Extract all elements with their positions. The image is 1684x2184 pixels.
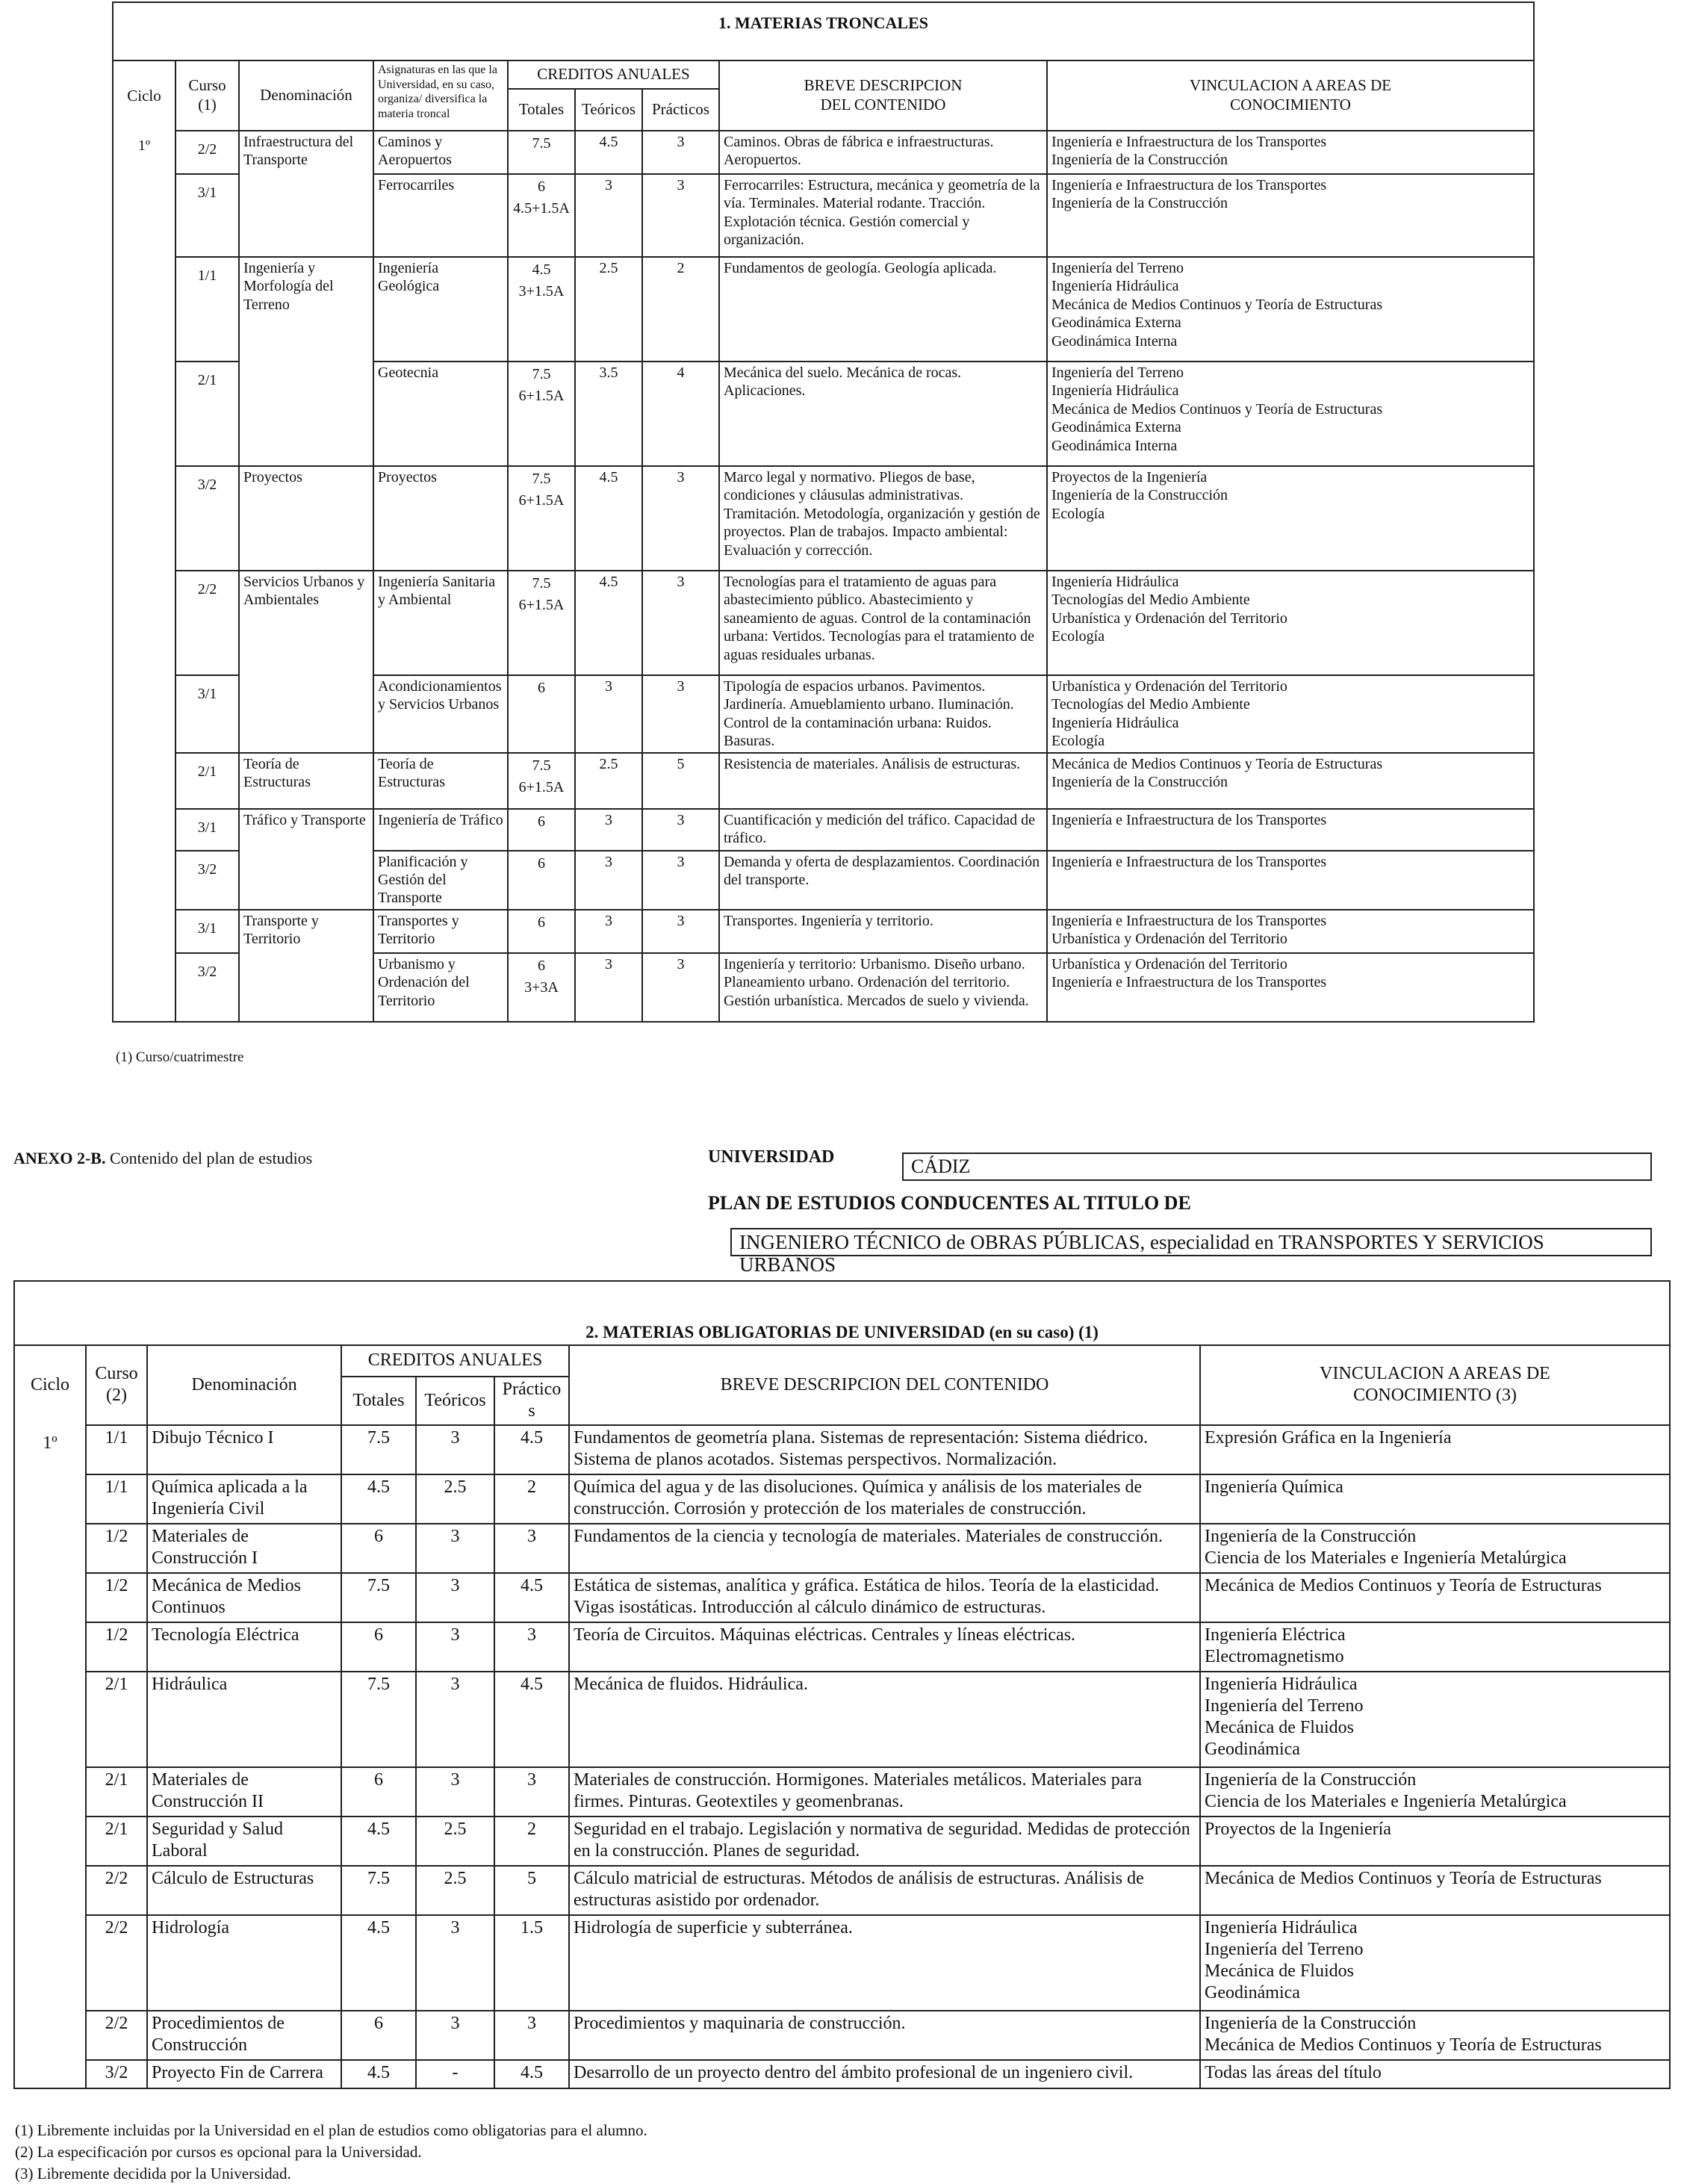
totales-cell: 7.5 6+1.5A: [508, 571, 575, 675]
vinculacion-cell: Ingeniería de la Construcción Ciencia de los Materiales e Ingeniería Metalúrgica: [1200, 1524, 1670, 1573]
teoricos-cell: 2.5: [575, 753, 642, 809]
header2-creditos: CREDITOS ANUALES: [341, 1345, 569, 1377]
asignatura-cell: Teoría de Estructuras: [373, 753, 508, 809]
header2-curso: Curso (2): [86, 1345, 147, 1425]
header-totales: Totales: [508, 89, 575, 131]
teoricos-cell: -: [416, 2060, 494, 2088]
header-asignaturas: Asignaturas en las que la Universidad, en su caso, organiza/ diversifica la materia troncal: [373, 61, 508, 131]
anexo-bold: ANEXO 2-B.: [13, 1149, 106, 1167]
asignatura-cell: Ingeniería Geológica: [373, 257, 508, 362]
teoricos-cell: 3: [416, 1767, 494, 1817]
descripcion-cell: Tipología de espacios urbanos. Pavimentos. Jardinería. Amueblamiento urbano. Iluminación. Control de la contaminación urbana: Ruidos. Basuras.: [719, 675, 1047, 753]
totales-cell: 6: [341, 2011, 416, 2060]
vinculacion-cell: Ingeniería de la Construcción Mecánica de Medios Continuos y Teoría de Estructuras: [1200, 2011, 1670, 2060]
table-row: [14, 1622, 1670, 1672]
anexo-rest: Contenido del plan de estudios: [105, 1149, 313, 1167]
totales-cell: 7.5 6+1.5A: [508, 466, 575, 571]
table-row: [14, 2011, 1670, 2060]
denominacion-cell: Proyecto Fin de Carrera: [147, 2060, 341, 2088]
descripcion-cell: Tecnologías para el tratamiento de aguas para abastecimiento público. Abastecimiento y saneamiento de aguas. Control de la contaminación urbana: Vertidos. Tecnologías para el tratamiento de aguas residuales urbanas.: [719, 571, 1047, 675]
practicos-cell: 3: [642, 571, 719, 675]
curso-cell: 1/2: [86, 1622, 147, 1672]
totales-cell: 4.5: [341, 2060, 416, 2088]
universidad-label: UNIVERSIDAD: [708, 1147, 835, 1167]
obligatorias-table: [13, 1280, 1671, 2089]
vinculacion-cell: Todas las áreas del título: [1200, 2060, 1670, 2088]
descripcion-cell: Procedimientos y maquinaria de construcción.: [569, 2011, 1200, 2060]
totales-cell: 4.5: [341, 1817, 416, 1866]
vinculacion-cell: Ingeniería e Infraestructura de los Transportes Ingeniería de la Construcción: [1047, 131, 1534, 174]
curso-cell: 1/2: [86, 1573, 147, 1622]
troncales-note: (1) Curso/cuatrimestre: [116, 1049, 244, 1065]
vinculacion-cell: Ingeniería de la Construcción Ciencia de los Materiales e Ingeniería Metalúrgica: [1200, 1767, 1670, 1817]
totales-cell: 7.5: [508, 131, 575, 174]
vinculacion-cell: Expresión Gráfica en la Ingeniería: [1200, 1425, 1670, 1474]
table-row: [113, 466, 1534, 571]
totales-cell: 7.5 6+1.5A: [508, 362, 575, 466]
ciclo-cell: 1º: [14, 1425, 86, 2088]
denominacion-cell: Teoría de Estructuras: [239, 753, 373, 809]
denominacion-cell: Tecnología Eléctrica: [147, 1622, 341, 1672]
practicos-cell: 3: [642, 174, 719, 257]
table-row: [113, 257, 1534, 362]
header-descripcion: BREVE DESCRIPCION DEL CONTENIDO: [719, 61, 1047, 131]
totales-cell: 6 3+3A: [508, 953, 575, 1022]
vinculacion-cell: Proyectos de la Ingeniería Ingeniería de la Construcción Ecología: [1047, 466, 1534, 571]
curso-cell: 2/1: [86, 1672, 147, 1767]
practicos-cell: 3: [494, 1524, 569, 1573]
curso-cell: 1/2: [86, 1524, 147, 1573]
teoricos-cell: 4.5: [575, 131, 642, 174]
descripcion-cell: Teoría de Circuitos. Máquinas eléctricas. Centrales y líneas eléctricas.: [569, 1622, 1200, 1672]
teoricos-cell: 3: [575, 910, 642, 953]
footnote: (3) Libremente decidida por la Universidad.: [15, 2165, 291, 2183]
table-row: [14, 1425, 1670, 1474]
totales-cell: 6: [508, 809, 575, 851]
descripcion-cell: Fundamentos de geología. Geología aplicada.: [719, 257, 1047, 362]
curso-cell: 1/1: [86, 1474, 147, 1524]
asignatura-cell: Planificación y Gestión del Transporte: [373, 851, 508, 910]
practicos-cell: 2: [642, 257, 719, 362]
descripcion-cell: Seguridad en el trabajo. Legislación y normativa de seguridad. Medidas de protección en la construcción. Planes de seguridad.: [569, 1817, 1200, 1866]
curso-cell: 1/1: [86, 1425, 147, 1474]
teoricos-cell: 3.5: [575, 362, 642, 466]
curso-cell: 2/1: [86, 1767, 147, 1817]
curso-cell: 2/2: [175, 571, 239, 675]
header-ciclo: Ciclo: [113, 61, 175, 131]
table-row: [14, 1915, 1670, 2011]
curso-cell: 2/2: [175, 131, 239, 174]
vinculacion-cell: Ingeniería Hidráulica Ingeniería del Terreno Mecánica de Fluidos Geodinámica: [1200, 1915, 1670, 2011]
teoricos-cell: 3: [416, 1573, 494, 1622]
teoricos-cell: 3: [416, 1425, 494, 1474]
teoricos-cell: 3: [575, 953, 642, 1022]
teoricos-cell: 2.5: [416, 1474, 494, 1524]
practicos-cell: 3: [642, 953, 719, 1022]
table-row: [14, 1474, 1670, 1524]
header2-ciclo: Ciclo: [14, 1345, 86, 1425]
table-row: [113, 809, 1534, 851]
denominacion-cell: Ingeniería y Morfología del Terreno: [239, 257, 373, 466]
practicos-cell: 2: [494, 1474, 569, 1524]
vinculacion-cell: Ingeniería e Infraestructura de los Transportes: [1047, 851, 1534, 910]
practicos-cell: 3: [642, 466, 719, 571]
table-row: [14, 1524, 1670, 1573]
practicos-cell: 3: [642, 809, 719, 851]
header2-teoricos: Teóricos: [416, 1377, 494, 1425]
header2-descripcion: BREVE DESCRIPCION DEL CONTENIDO: [569, 1345, 1200, 1425]
curso-cell: 3/1: [175, 675, 239, 753]
practicos-cell: 4.5: [494, 1672, 569, 1767]
denominacion-cell: Hidrología: [147, 1915, 341, 2011]
vinculacion-cell: Ingeniería Hidráulica Tecnologías del Medio Ambiente Urbanística y Ordenación del Territorio Ecología: [1047, 571, 1534, 675]
denominacion-cell: Transporte y Territorio: [239, 910, 373, 1022]
teoricos-cell: 3: [575, 809, 642, 851]
descripcion-cell: Cuantificación y medición del tráfico. Capacidad de tráfico.: [719, 809, 1047, 851]
teoricos-cell: 3: [416, 1672, 494, 1767]
totales-cell: 7.5: [341, 1425, 416, 1474]
curso-cell: 2/2: [86, 1866, 147, 1915]
totales-cell: 6: [341, 1767, 416, 1817]
denominacion-cell: Dibujo Técnico I: [147, 1425, 341, 1474]
curso-cell: 2/2: [86, 1915, 147, 2011]
teoricos-cell: 3: [575, 174, 642, 257]
curso-cell: 1/1: [175, 257, 239, 362]
header-curso: Curso (1): [175, 61, 239, 131]
curso-cell: 3/1: [175, 174, 239, 257]
practicos-cell: 4.5: [494, 1573, 569, 1622]
header2-practicos: Práctico s: [494, 1377, 569, 1425]
totales-cell: 6: [508, 675, 575, 753]
ciclo-cell: 1º: [113, 131, 175, 1022]
denominacion-cell: Tráfico y Transporte: [239, 809, 373, 910]
descripcion-cell: Fundamentos de la ciencia y tecnología de materiales. Materiales de construcción.: [569, 1524, 1200, 1573]
descripcion-cell: Mecánica de fluidos. Hidráulica.: [569, 1672, 1200, 1767]
practicos-cell: 3: [642, 851, 719, 910]
curso-cell: 3/1: [175, 809, 239, 851]
asignatura-cell: Ingeniería Sanitaria y Ambiental: [373, 571, 508, 675]
practicos-cell: 3: [494, 1622, 569, 1672]
header-denominacion: Denominación: [239, 61, 373, 131]
totales-cell: 7.5: [341, 1672, 416, 1767]
denominacion-cell: Proyectos: [239, 466, 373, 571]
descripcion-cell: Química del agua y de las disoluciones. Química y análisis de los materiales de construcción. Corrosión y protección de los materiales de construcción.: [569, 1474, 1200, 1524]
totales-cell: 6: [508, 851, 575, 910]
asignatura-cell: Acondicionamientos y Servicios Urbanos: [373, 675, 508, 753]
denominacion-cell: Seguridad y Salud Laboral: [147, 1817, 341, 1866]
vinculacion-cell: Ingeniería Hidráulica Ingeniería del Terreno Mecánica de Fluidos Geodinámica: [1200, 1672, 1670, 1767]
practicos-cell: 3: [642, 675, 719, 753]
vinculacion-cell: Mecánica de Medios Continuos y Teoría de Estructuras: [1200, 1573, 1670, 1622]
anexo-label: [13, 1149, 312, 1168]
vinculacion-cell: Mecánica de Medios Continuos y Teoría de Estructuras: [1200, 1866, 1670, 1915]
header-creditos: CREDITOS ANUALES: [508, 61, 719, 89]
vinculacion-cell: Urbanística y Ordenación del Territorio Ingeniería e Infraestructura de los Transportes: [1047, 953, 1534, 1022]
denominacion-cell: Hidráulica: [147, 1672, 341, 1767]
teoricos-cell: 2.5: [575, 257, 642, 362]
titulo-value: INGENIERO TÉCNICO de OBRAS PÚBLICAS, especialidad en TRANSPORTES Y SERVICIOS URBANOS: [730, 1228, 1652, 1256]
vinculacion-cell: Ingeniería e Infraestructura de los Transportes Ingeniería de la Construcción: [1047, 174, 1534, 257]
plan-label: PLAN DE ESTUDIOS CONDUCENTES AL TITULO DE: [708, 1192, 1191, 1214]
curso-cell: 3/1: [175, 910, 239, 953]
descripcion-cell: Estática de sistemas, analítica y gráfica. Estática de hilos. Teoría de la elasticidad. Vigas isostáticas. Introducción al cálculo dinámico de estructuras.: [569, 1573, 1200, 1622]
totales-cell: 7.5 6+1.5A: [508, 753, 575, 809]
descripcion-cell: Ferrocarriles: Estructura, mecánica y geometría de la vía. Terminales. Material rodante. Tracción. Explotación técnica. Gestión comercial y organización.: [719, 174, 1047, 257]
denominacion-cell: Materiales de Construcción II: [147, 1767, 341, 1817]
descripcion-cell: Resistencia de materiales. Análisis de estructuras.: [719, 753, 1047, 809]
descripcion-cell: Transportes. Ingeniería y territorio.: [719, 910, 1047, 953]
asignatura-cell: Geotecnia: [373, 362, 508, 466]
descripcion-cell: Hidrología de superficie y subterránea.: [569, 1915, 1200, 2011]
practicos-cell: 2: [494, 1817, 569, 1866]
table-row: [14, 1866, 1670, 1915]
curso-cell: 3/2: [175, 851, 239, 910]
teoricos-cell: 3: [416, 2011, 494, 2060]
asignatura-cell: Transportes y Territorio: [373, 910, 508, 953]
denominacion-cell: Química aplicada a la Ingeniería Civil: [147, 1474, 341, 1524]
header2-vinculacion: VINCULACION A AREAS DE CONOCIMIENTO (3): [1200, 1345, 1670, 1425]
troncales-table: [112, 1, 1535, 1023]
asignatura-cell: Urbanismo y Ordenación del Territorio: [373, 953, 508, 1022]
footnote: (2) La especificación por cursos es opcional para la Universidad.: [15, 2143, 422, 2161]
practicos-cell: 3: [642, 131, 719, 174]
teoricos-cell: 3: [575, 675, 642, 753]
table-row: [14, 2060, 1670, 2088]
denominacion-cell: Procedimientos de Construcción: [147, 2011, 341, 2060]
asignatura-cell: Ferrocarriles: [373, 174, 508, 257]
denominacion-cell: Materiales de Construcción I: [147, 1524, 341, 1573]
denominacion-cell: Infraestructura del Transporte: [239, 131, 373, 257]
vinculacion-cell: Ingeniería Química: [1200, 1474, 1670, 1524]
teoricos-cell: 3: [416, 1524, 494, 1573]
descripcion-cell: Ingeniería y territorio: Urbanismo. Diseño urbano. Planeamiento urbano. Ordenación del territorio. Gestión urbanística. Mercados de suelo y vivienda.: [719, 953, 1047, 1022]
denominacion-cell: Mecánica de Medios Continuos: [147, 1573, 341, 1622]
teoricos-cell: 4.5: [575, 466, 642, 571]
vinculacion-cell: Ingeniería del Terreno Ingeniería Hidráulica Mecánica de Medios Continuos y Teoría de Estructuras Geodinámica Externa Geodinámica Interna: [1047, 362, 1534, 466]
header-practicos: Prácticos: [642, 89, 719, 131]
practicos-cell: 1.5: [494, 1915, 569, 2011]
teoricos-cell: 3: [575, 851, 642, 910]
totales-cell: 4.5 3+1.5A: [508, 257, 575, 362]
curso-cell: 2/1: [86, 1817, 147, 1866]
denominacion-cell: Cálculo de Estructuras: [147, 1866, 341, 1915]
teoricos-cell: 2.5: [416, 1817, 494, 1866]
vinculacion-cell: Ingeniería Eléctrica Electromagnetismo: [1200, 1622, 1670, 1672]
descripcion-cell: Fundamentos de geometría plana. Sistemas de representación: Sistema diédrico. Sistema de planos acotados. Sistemas perspectivos. Normalización.: [569, 1425, 1200, 1474]
table-row: [14, 1573, 1670, 1622]
curso-cell: 3/2: [175, 953, 239, 1022]
vinculacion-cell: Urbanística y Ordenación del Territorio Tecnologías del Medio Ambiente Ingeniería Hidráulica Ecología: [1047, 675, 1534, 753]
obligatorias-title: 2. MATERIAS OBLIGATORIAS DE UNIVERSIDAD (en su caso) (1): [14, 1281, 1670, 1345]
header-vinculacion: VINCULACION A AREAS DE CONOCIMIENTO: [1047, 61, 1534, 131]
troncales-title: 1. MATERIAS TRONCALES: [113, 2, 1534, 61]
denominacion-cell: Servicios Urbanos y Ambientales: [239, 571, 373, 753]
totales-cell: 7.5: [341, 1866, 416, 1915]
asignatura-cell: Ingeniería de Tráfico: [373, 809, 508, 851]
descripcion-cell: Mecánica del suelo. Mecánica de rocas. Aplicaciones.: [719, 362, 1047, 466]
curso-cell: 2/2: [86, 2011, 147, 2060]
curso-cell: 3/2: [86, 2060, 147, 2088]
descripcion-cell: Materiales de construcción. Hormigones. Materiales metálicos. Materiales para firmes. Pinturas. Geotextiles y geomenbranas.: [569, 1767, 1200, 1817]
asignatura-cell: Proyectos: [373, 466, 508, 571]
totales-cell: 6 4.5+1.5A: [508, 174, 575, 257]
table-row: [113, 131, 1534, 174]
practicos-cell: 3: [494, 2011, 569, 2060]
practicos-cell: 3: [494, 1767, 569, 1817]
asignatura-cell: Caminos y Aeropuertos: [373, 131, 508, 174]
descripcion-cell: Marco legal y normativo. Pliegos de base, condiciones y cláusulas administrativas. Tramitación. Metodología, organización y gestión de proyectos. Plan de trabajos. Impacto ambiental: Evaluación y corrección.: [719, 466, 1047, 571]
table-row: [14, 1767, 1670, 1817]
totales-cell: 6: [341, 1622, 416, 1672]
header2-totales: Totales: [341, 1377, 416, 1425]
practicos-cell: 4: [642, 362, 719, 466]
descripcion-cell: Cálculo matricial de estructuras. Métodos de análisis de estructuras. Análisis de estructuras asistido por ordenador.: [569, 1866, 1200, 1915]
practicos-cell: 5: [642, 753, 719, 809]
table-row: [113, 753, 1534, 809]
header-teoricos: Teóricos: [575, 89, 642, 131]
descripcion-cell: Demanda y oferta de desplazamientos. Coordinación del transporte.: [719, 851, 1047, 910]
vinculacion-cell: Mecánica de Medios Continuos y Teoría de Estructuras Ingeniería de la Construcción: [1047, 753, 1534, 809]
vinculacion-cell: Ingeniería del Terreno Ingeniería Hidráulica Mecánica de Medios Continuos y Teoría de Estructuras Geodinámica Externa Geodinámica Interna: [1047, 257, 1534, 362]
table-row: [14, 1817, 1670, 1866]
totales-cell: 6: [508, 910, 575, 953]
vinculacion-cell: Ingeniería e Infraestructura de los Transportes: [1047, 809, 1534, 851]
teoricos-cell: 2.5: [416, 1866, 494, 1915]
practicos-cell: 4.5: [494, 2060, 569, 2088]
totales-cell: 6: [341, 1524, 416, 1573]
vinculacion-cell: Ingeniería e Infraestructura de los Transportes Urbanística y Ordenación del Territorio: [1047, 910, 1534, 953]
practicos-cell: 5: [494, 1866, 569, 1915]
descripcion-cell: Desarrollo de un proyecto dentro del ámbito profesional de un ingeniero civil.: [569, 2060, 1200, 2088]
practicos-cell: 3: [642, 910, 719, 953]
totales-cell: 4.5: [341, 1474, 416, 1524]
universidad-value: CÁDIZ: [902, 1153, 1652, 1181]
curso-cell: 2/1: [175, 753, 239, 809]
teoricos-cell: 3: [416, 1622, 494, 1672]
curso-cell: 3/2: [175, 466, 239, 571]
practicos-cell: 4.5: [494, 1425, 569, 1474]
totales-cell: 7.5: [341, 1573, 416, 1622]
table-row: [14, 1672, 1670, 1767]
teoricos-cell: 4.5: [575, 571, 642, 675]
descripcion-cell: Caminos. Obras de fábrica e infraestructuras. Aeropuertos.: [719, 131, 1047, 174]
header2-denominacion: Denominación: [147, 1345, 341, 1425]
vinculacion-cell: Proyectos de la Ingeniería: [1200, 1817, 1670, 1866]
totales-cell: 4.5: [341, 1915, 416, 2011]
teoricos-cell: 3: [416, 1915, 494, 2011]
footnote: (1) Libremente incluidas por la Universidad en el plan de estudios como obligatorias para el alumno.: [15, 2121, 647, 2139]
table-row: [113, 571, 1534, 675]
table-row: [113, 910, 1534, 953]
curso-cell: 2/1: [175, 362, 239, 466]
